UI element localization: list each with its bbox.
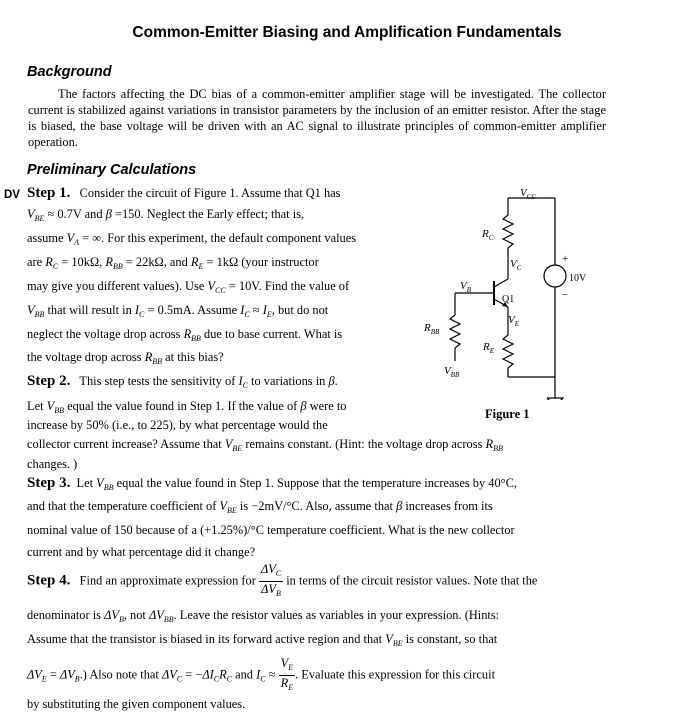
step4-line4: $\Delta V_E = \Delta V_B$.) Also note that $\Delta V_C = -\Delta I_CR_C$ and $I_C$ ≈ $\frac{V_E}{R_E}$ . Evaluate this expression for this circuit [27,656,495,695]
step2-line1: Step 2. This step tests the sensitivity of $I_C$ to variations in β. [27,373,338,390]
step1-line8: the voltage drop across $R_{BB}$ at this bias? [27,350,224,366]
step1-line4: are $R_C = 10k\Omega$, $R_{BB} = 22k\Omega$, and $R_E = 1k\Omega$ (your instructor [27,255,319,271]
transistor-collector [494,279,508,287]
ground-icon [547,398,563,400]
prelim-heading: Preliminary Calculations [27,162,197,178]
fraction-ve-re: $\frac{V_E}{R_E}$ [280,656,294,692]
step3-line1: Step 3. Let $V_{BB}$ equal the value found in Step 1. Suppose that the temperature increases by 40°C, [27,475,517,492]
background-paragraph: The factors affecting the DC bias of a common-emitter amplifier stage will be investigated. The collector current is stabilized against variations in transistor parameters by the inclusion of an emitter resistor. After the stage is biased, the base voltage will be driven with an AC signal to illustrate principles of common-emitter amplifier operation. [28,87,606,149]
svg-text:VB: $V_B$ [460,280,472,294]
source-label: 10V [569,273,587,284]
svg-text:VE: $V_E$ [508,314,520,328]
figure-caption: Figure 1 [485,407,530,421]
step4-line5: by substituting the given component values. [27,697,246,711]
step4-label: Step 4. [27,572,71,589]
step2-label: Step 2. [27,373,71,389]
background-heading: Background [27,64,112,80]
svg-text:RE: $R_E$ [483,341,495,355]
re-resistor [503,335,513,368]
step3-line4: current and by what percentage did it change? [27,545,256,559]
step1-line6: $V_{BB}$ that will result in $I_C = 0.5mA$. Assume $I_C \approx I_E$, but do not [27,303,329,319]
q1-label: Q1 [502,294,515,305]
step1-line7: neglect the voltage drop across $R_{BB}$ due to base current. What is [27,327,343,343]
step2-line2: Let $V_{BB}$ equal the value found in Step 1. If the value of β were to [27,399,347,415]
svg-text:VC: $V_C$ [510,258,522,272]
step2-line5: changes. ) [27,457,78,471]
dv-marker: DV [4,189,20,201]
svg-text:VBB: $V_{BB}$ [444,365,460,379]
voltage-source [544,265,566,287]
fraction-dvc-dvb: $\frac{\Delta V_C}{\Delta V_B}$ [260,562,282,598]
step1-line1: Step 1. Consider the circuit of Figure 1. Assume that Q1 has [27,185,341,201]
rbb-resistor [450,315,460,348]
minus-label: – [562,288,568,300]
step1-line3: assume $V_A$ = ∞. For this experiment, the default component values [27,231,357,247]
step1-line5: may give you different values). Use $V_{CC} = 10V$. Find the value of [27,279,350,295]
rc-resistor [503,215,513,248]
page-title: Common-Emitter Biasing and Amplification Fundamentals [132,24,562,41]
step2-line3: increase by 50% (i.e., to 225), by what percentage would the [27,418,328,432]
step1-line2: $V_{BE} \approx 0.7V$ and β =150. Neglect the Early effect; that is, [27,207,305,223]
step2-line4: collector current increase? Assume that $V_{BE}$ remains constant. (Hint: the voltage drop across $R_{BB}$ [27,437,503,453]
plus-label: + [562,253,569,265]
step3-label: Step 3. [27,475,71,491]
circuit-figure [410,185,610,400]
step4-line2: denominator is $\Delta V_B$, not $\Delta V_{BB}$. Leave the resistor values as variables in your expression. (Hints: [27,608,500,624]
svg-text:RC: $R_C$ [482,228,494,242]
svg-text:RBB: $R_{BB}$ [424,322,440,336]
step4-line1: Step 4. Find an approximate expression for $\frac{\Delta V_C}{\Delta V_B}$ in terms of the circuit resistor values. Note that the [27,562,537,601]
step4-line3: Assume that the transistor is biased in its forward active region and that $V_{BE}$ is constant, so that [27,632,498,648]
svg-text:VCC: $V_{CC}$ [520,187,537,201]
step3-line3: nominal value of 150 because of a (+1.25%)/°C temperature coefficient. What is the new collector [27,523,515,537]
step1-label: Step 1. [27,185,71,201]
step3-line2: and that the temperature coefficient of $V_{BE}$ is −2mV/°C. Also, assume that β increases from its [27,499,493,515]
